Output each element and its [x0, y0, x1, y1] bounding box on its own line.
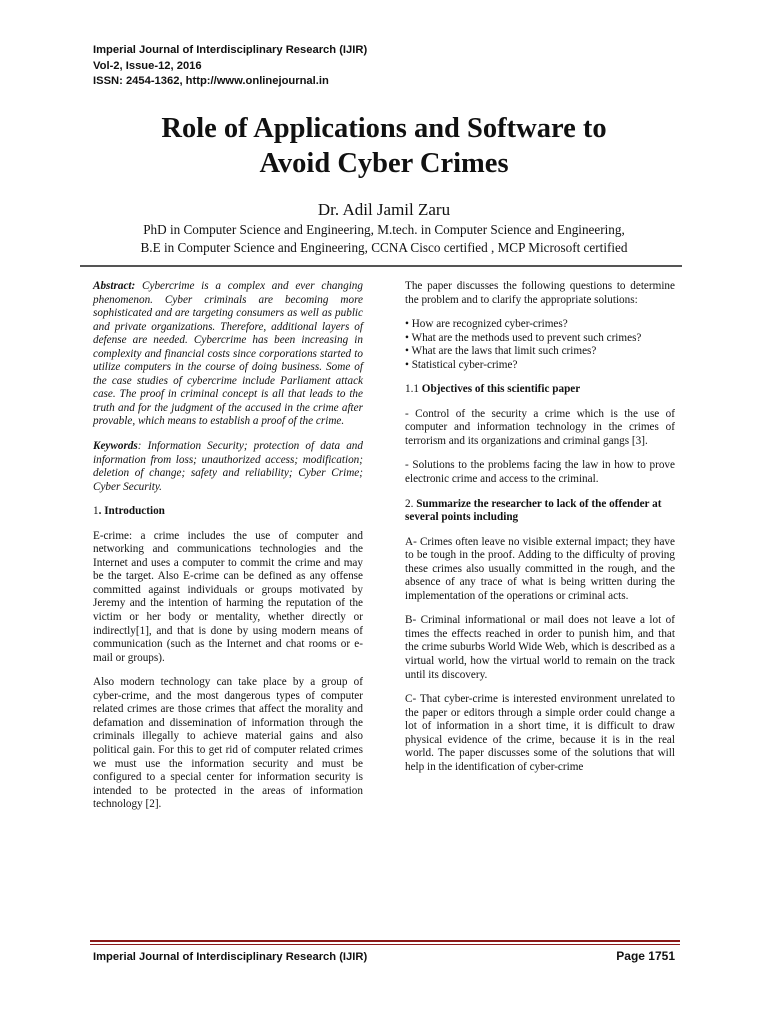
paper-title: [40, 111, 728, 181]
introduction-heading: [93, 505, 363, 519]
paper-title-line-1: Role of Applications and Software to: [161, 113, 607, 144]
left-column: [93, 280, 363, 823]
footer-divider-top: [90, 940, 680, 942]
journal-name: Imperial Journal of Interdisciplinary Research (IJIR): [93, 44, 368, 56]
intro-paragraph-1: E-crime: a crime includes the use of computer and networking and communications technologies and the Internet and uses a computer to commit the crime and may be the target. Also E-crime can be defined as any offense committed against individuals or groups motivated by Jeremy and the intention of harming the reputation of the victim or her body or mentality, whether directly or indirectly[1], and that is done by using modern means of communication (such as the Internet and chat rooms or e-mail or groups).: [93, 529, 363, 664]
point-a: A- Crimes often leave no visible external impact; they have to be tough in the proof. Adding to the difficulty of proving these crimes also usually committed in the rough, and the absence of any trace of what is being written during the implementation of the operations or criminal acts.: [405, 535, 675, 602]
questions-intro: The paper discusses the following questions to determine the problem and to clarify the appropriate solutions:: [405, 280, 675, 306]
sec11-title: Objectives of this scientific paper: [421, 383, 581, 396]
abstract-label: Abstract:: [93, 280, 136, 292]
page-number: Page 1751: [616, 949, 675, 963]
sec2-number: 2.: [405, 497, 417, 510]
journal-volume: Vol-2, Issue-12, 2016: [93, 59, 202, 72]
journal-header: [93, 43, 367, 90]
intro-title: . Introduction: [98, 505, 165, 518]
objective-2: - Solutions to the problems facing the law in how to prove electronic crime and access to the criminal.: [405, 459, 675, 486]
point-c: C- That cyber-crime is interested environment unrelated to the paper or editors through a simple order could change a lot of information in a short time, it is difficult to draw physical evidence of the crime, because it is in the real world. The paper discusses some of the solutions that will help in the identification of cyber-crime: [405, 693, 675, 773]
paper-title-line-2: Avoid Cyber Crimes: [259, 148, 509, 179]
journal-issn: ISSN: 2454-1362, http://www.onlinejournal.in: [93, 75, 329, 87]
header-divider: [80, 265, 682, 267]
summary-heading: [405, 498, 675, 525]
list-item: • How are recognized cyber-crimes?: [405, 318, 568, 331]
list-item: • Statistical cyber-crime?: [405, 358, 518, 371]
footer-journal-name: Imperial Journal of Interdisciplinary Research (IJIR): [93, 951, 368, 963]
questions-list: [405, 318, 675, 372]
point-b: B- Criminal informational or mail does not leave a lot of times the effects reached in order to punish him, and that the crime suburbs World Wide Web, which is described as a virtual world, how the virtual world to remain on the track until its discovery.: [405, 614, 675, 681]
keywords-text: : Information Security; protection of data and information from loss; unauthorized access; modification; deletion of change; safety and reliability; Cyber Crime; Cyber Security.: [93, 440, 363, 493]
footer-divider-bottom: [90, 944, 680, 945]
objectives-heading: [405, 383, 675, 397]
abstract: [93, 280, 363, 429]
objective-1: - Control of the security a crime which is the use of computer and information technology in the crimes of terrorism and its organizations and criminal gangs [3].: [405, 407, 675, 447]
author-credentials: [40, 221, 728, 257]
list-item: • What are the laws that limit such crimes?: [405, 345, 597, 358]
intro-paragraph-2: Also modern technology can take place by a group of cyber-crime, and the most dangerous types of computer related crimes are those crimes that affect the morality and defamation and dissemination of information through the criminals illegally to achieve material gains and also political gain. For this to get rid of computer related crimes we must use the information security and must be configured to a special center for information security is intended to be protected in the areas of information technology [2].: [93, 676, 363, 811]
list-item: • What are the methods used to prevent such crimes?: [405, 331, 642, 344]
credentials-line-2: B.E in Computer Science and Engineering, CCNA Cisco certified , MCP Microsoft certified: [140, 240, 628, 255]
keywords: [93, 440, 363, 494]
abstract-text: Cybercrime is a complex and ever changing phenomenon. Cyber criminals are becoming more sophisticated and are targeting consumers as well as public and private organizations. Therefore, additional layers of defense are needed. Cybercrime has been increasing in complexity and financial costs since corporations started to utilize computers in the course of doing business. Some of the case studies of cybercrime include Parliament attack case. The proof in criminal concept is all that leads to the truth and for the judgment of the accused in the crime after provable, which means to establish a proof of the crime.: [93, 280, 363, 428]
keywords-label: Keywords: [93, 440, 138, 453]
author-name: Dr. Adil Jamil Zaru: [317, 200, 451, 219]
intro-number: 1: [93, 505, 99, 518]
sec2-title: Summarize the researcher to lack of the offender at several points including: [405, 497, 662, 524]
sec11-number: 1.1: [405, 383, 422, 396]
credentials-line-1: PhD in Computer Science and Engineering, M.tech. in Computer Science and Engineering,: [143, 222, 625, 237]
right-column: [405, 280, 675, 785]
